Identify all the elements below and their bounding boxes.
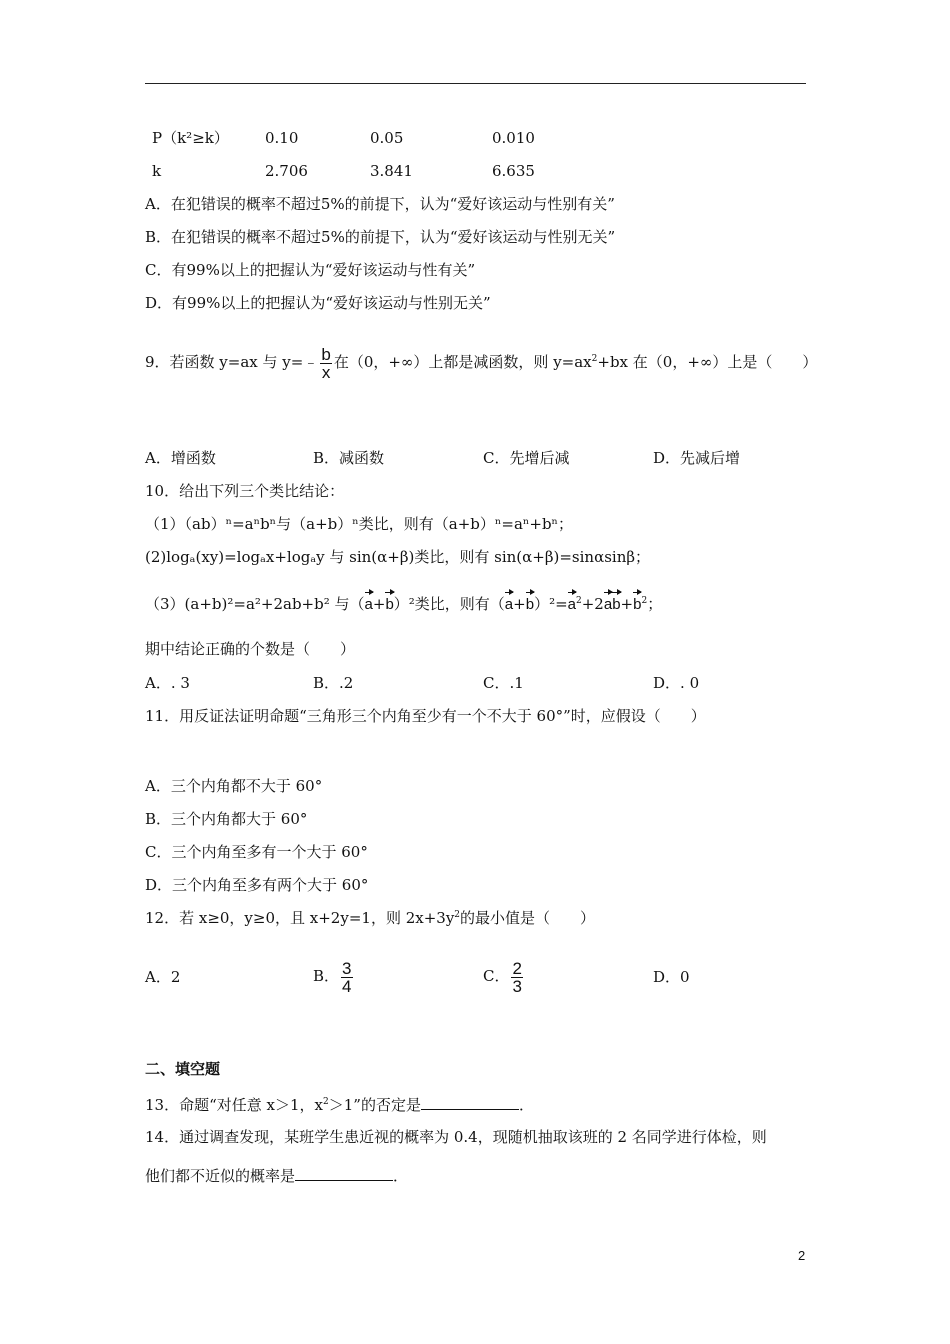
q9-suffix: +bx 在（0，+∞）上是（ ） <box>597 353 818 371</box>
q12-option-b <box>313 955 355 997</box>
table-row2-label: k <box>152 162 162 180</box>
superscript: 2 <box>454 910 461 920</box>
q14-line2 <box>145 1164 408 1186</box>
q10-s3-part: （3）(a+b)²=a²+2ab+b² 与（ <box>145 595 365 613</box>
q9-option-d: D．先减后增 <box>653 449 741 467</box>
table-cell: 0.05 <box>370 129 404 147</box>
q13-part: ＞1”的否定是 <box>328 1096 421 1114</box>
q14-part: 他们都不近似的概率是 <box>145 1167 296 1185</box>
q12-stem-part: 12．若 x≥0，y≥0，且 x+2y=1，则 2x+3y <box>145 909 455 927</box>
table-cell: 0.10 <box>265 129 299 147</box>
table-cell: 0.010 <box>492 129 535 147</box>
fraction-denominator: 4 <box>342 976 352 996</box>
vector-b: b <box>633 591 641 615</box>
q8-option-d: D．有99%以上的把握认为“爱好该运动与性别无关” <box>145 294 491 312</box>
q10-option-b: B．.2 <box>313 674 354 692</box>
vector-a: a <box>568 591 576 615</box>
option-label: B． <box>313 967 340 985</box>
vector-a: a <box>505 591 513 615</box>
q10-question: 期中结论正确的个数是（ ） <box>145 640 356 658</box>
q10-s3-part: +2 <box>581 595 604 613</box>
q10-s3-part: ）²类比，则有（ <box>393 595 505 613</box>
vector-b: b <box>526 591 534 615</box>
q11-option-b: B．三个内角都大于 60° <box>145 810 308 828</box>
fraction-denominator: 3 <box>512 976 522 996</box>
table-row1-label: P（k²≥k） <box>152 129 229 147</box>
table-cell: 6.635 <box>492 162 535 180</box>
q8-option-a: A．在犯错误的概率不超过5%的前提下，认为“爱好该运动与性别有关” <box>145 195 615 213</box>
q10-option-d: D．. 0 <box>653 674 700 692</box>
plus-sign: + <box>372 595 386 613</box>
q9-option-b: B．减函数 <box>313 449 385 467</box>
q12-stem-part: 的最小值是（ ） <box>460 909 596 927</box>
q10-s3-part: ）²= <box>534 595 568 613</box>
vector-a: a <box>604 591 612 615</box>
q10-statement-3 <box>145 591 662 615</box>
q13-end: ． <box>518 1096 534 1114</box>
q10-statement-1: （1）（ab）ⁿ=aⁿbⁿ与（a+b）ⁿ类比，则有（a+b）ⁿ=aⁿ+bⁿ； <box>145 515 574 533</box>
q8-option-b: B．在犯错误的概率不超过5%的前提下，认为“爱好该运动与性别无关” <box>145 228 616 246</box>
q11-option-a: A．三个内角都不大于 60° <box>145 777 323 795</box>
fraction-numerator: 3 <box>342 958 352 978</box>
q12-option-d: D．0 <box>653 968 690 986</box>
q10-statement-2: (2)logₐ(xy)=logₐx+logₐy 与 sin(α+β)类比，则有 sin(α+β)=sinαsinβ； <box>145 548 651 566</box>
q9-stem <box>145 344 817 381</box>
plus-sign: + <box>620 595 634 613</box>
q12-stem <box>145 908 595 928</box>
superscript: 2 <box>641 596 648 606</box>
table-cell: 2.706 <box>265 162 308 180</box>
superscript: 2 <box>591 354 598 364</box>
header-rule <box>145 83 806 84</box>
fraction-2-over-3 <box>511 960 522 995</box>
q10-s3-part: ； <box>647 595 663 613</box>
q11-stem: 11．用反证法证明命题“三角形三个内角至少有一个不大于 60°”时，应假设（ ） <box>145 707 706 725</box>
section-heading: 二、填空题 <box>145 1060 221 1078</box>
q12-option-c <box>483 955 525 997</box>
q9-mid: 在（0，+∞）上都是减函数，则 y=ax <box>333 353 592 371</box>
plus-sign: + <box>513 595 526 613</box>
fraction-numerator: b <box>321 344 331 364</box>
page-number: 2 <box>798 1248 806 1263</box>
q11-option-c: C．三个内角至多有一个大于 60° <box>145 843 368 861</box>
q9-option-c: C．先增后减 <box>483 449 570 467</box>
q14-line1: 14．通过调查发现，某班学生患近视的概率为 0.4，现随机抽取该班的 2 名同学进行体检，则 <box>145 1128 767 1146</box>
q13-part: 13．命题“对任意 x＞1，x <box>145 1096 323 1114</box>
option-label: C． <box>483 967 510 985</box>
q10-stem: 10．给出下列三个类比结论： <box>145 482 345 500</box>
q9-option-a: A．增函数 <box>145 449 216 467</box>
fraction-b-over-x <box>320 346 331 381</box>
superscript: 2 <box>576 596 582 606</box>
vector-a: a <box>365 591 373 615</box>
fraction-denominator: x <box>321 362 331 382</box>
q13-stem <box>145 1093 534 1115</box>
q10-option-c: C．.1 <box>483 674 524 692</box>
answer-blank[interactable] <box>295 1164 393 1181</box>
fraction-3-over-4 <box>341 960 352 995</box>
q10-option-a: A．. 3 <box>145 674 190 692</box>
q14-end: ． <box>393 1167 409 1185</box>
answer-blank[interactable] <box>421 1093 519 1110</box>
vector-b: b <box>612 591 620 615</box>
vector-b: b <box>385 591 393 615</box>
table-cell: 3.841 <box>370 162 413 180</box>
superscript: 2 <box>323 1097 329 1107</box>
fraction-numerator: 2 <box>512 958 522 978</box>
q11-option-d: D．三个内角至多有两个大于 60° <box>145 876 369 894</box>
q12-option-a: A．2 <box>145 968 181 986</box>
q9-prefix: 9．若函数 y=ax 与 y=﹣ <box>145 353 319 371</box>
q8-option-c: C．有99%以上的把握认为“爱好该运动与性有关” <box>145 261 476 279</box>
